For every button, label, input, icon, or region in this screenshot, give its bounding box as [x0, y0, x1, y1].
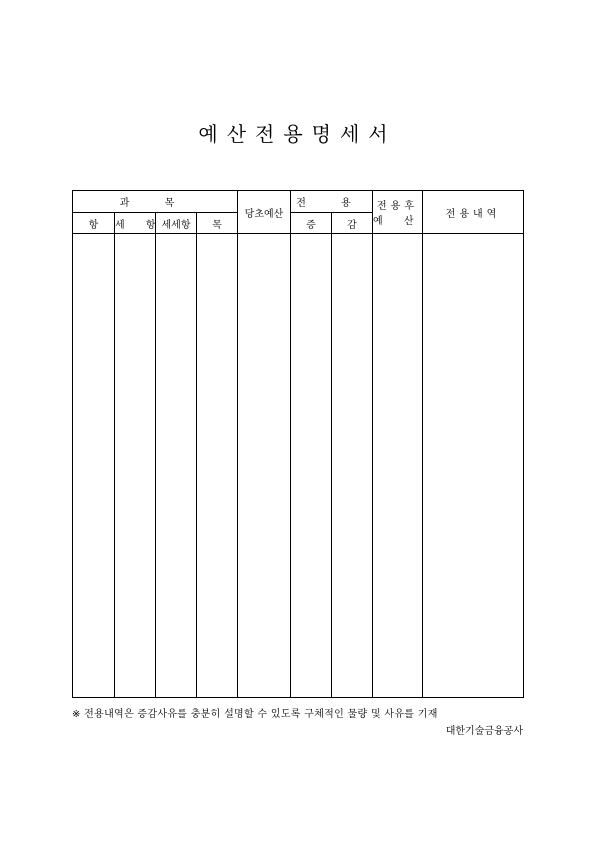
body-cell-increase[interactable] — [291, 234, 332, 698]
header-hang: 항 — [73, 213, 115, 234]
body-cell-mok[interactable] — [197, 234, 238, 698]
body-cell-hang[interactable] — [73, 234, 115, 698]
header-original-budget: 당초예산 — [238, 191, 291, 234]
header-sesehang: 세세항 — [156, 213, 197, 234]
organization-name: 대한기술금융공사 — [445, 726, 523, 737]
body-cell-decrease[interactable] — [332, 234, 373, 698]
header-sehang: 세 항 — [115, 213, 156, 234]
document-title: 예산전용명세서 — [198, 122, 397, 146]
body-cell-sesehang[interactable] — [156, 234, 197, 698]
table-body-row — [73, 234, 524, 698]
header-after-line2: 예 산 — [373, 216, 423, 227]
body-cell-original-budget[interactable] — [238, 234, 291, 698]
body-cell-after-budget[interactable] — [373, 234, 423, 698]
body-cell-details[interactable] — [423, 234, 524, 698]
body-cell-sehang[interactable] — [115, 234, 156, 698]
header-transfer-group: 전 용 — [291, 191, 373, 213]
header-after-line1: 전용후 — [377, 201, 418, 212]
header-row-1 — [73, 191, 524, 213]
header-transfer-details: 전용내역 — [423, 191, 524, 234]
budget-transfer-table — [72, 190, 524, 698]
header-increase: 증 — [291, 213, 332, 234]
header-mok: 목 — [197, 213, 238, 234]
header-subject-group: 과 목 — [73, 191, 238, 213]
footnote: ※ 전용내역은 증감사유를 충분히 설명할 수 있도록 구체적인 물량 및 사유를 기재 — [72, 709, 438, 720]
header-after-transfer-budget — [373, 191, 423, 234]
header-decrease: 감 — [332, 213, 373, 234]
